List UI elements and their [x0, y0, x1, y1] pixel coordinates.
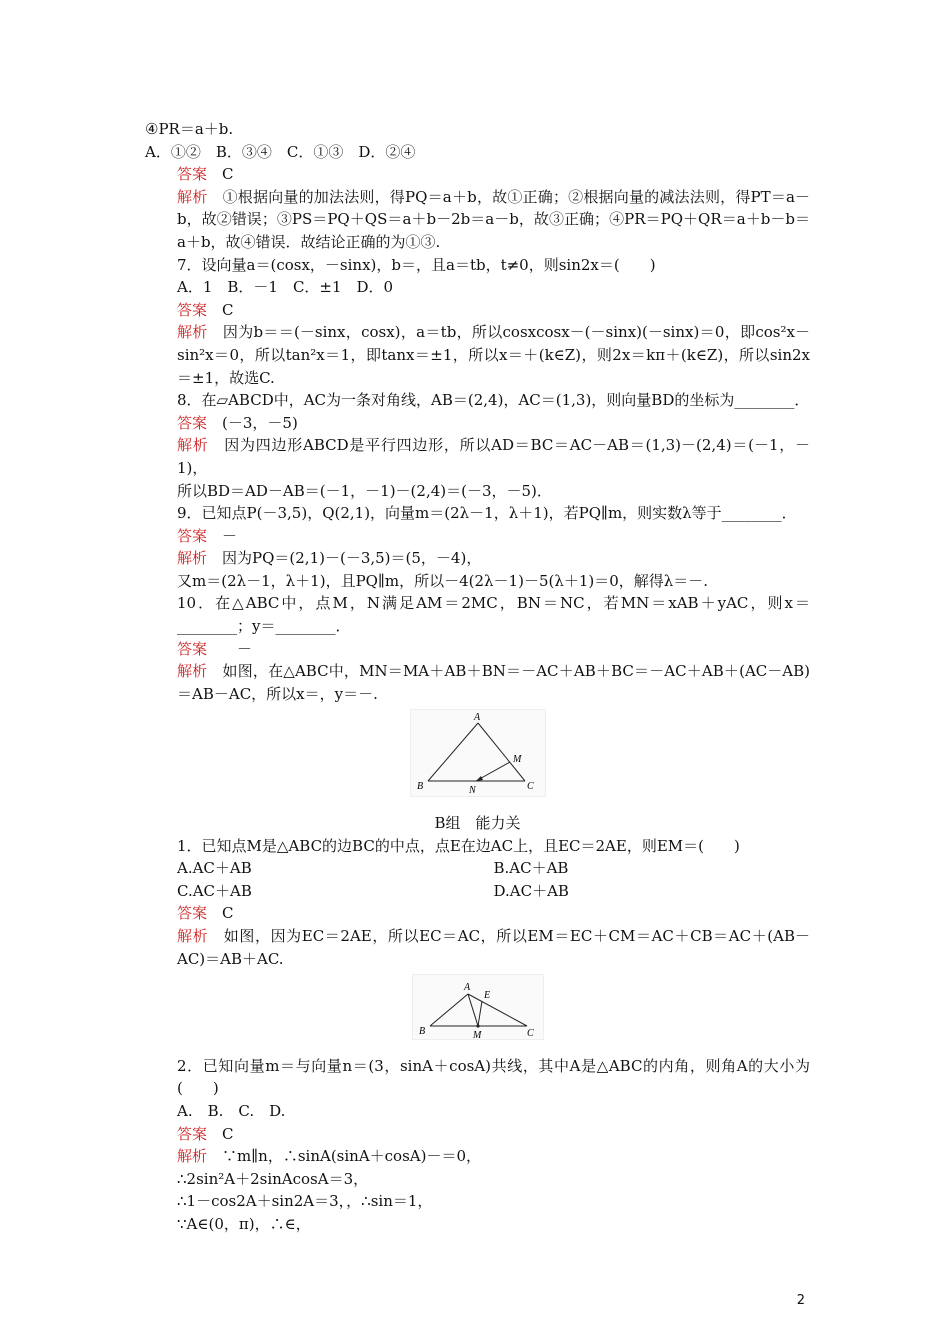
label-b: B — [416, 781, 423, 793]
q8-question: 8．在▱ABCD中，AC为一条对角线，AB＝(2,4)，AC＝(1,3)，则向量BD的坐标为________． — [177, 391, 810, 410]
answer-label: 答案 — [177, 300, 208, 319]
option-a: A.AC＋AB — [177, 859, 252, 878]
option-d: D.AC＋AB — [493, 881, 569, 900]
analysis-text: 因为四边形ABCD是平行四边形，所以AD＝BC＝AC－AB＝(1,3)－(2,4)＝(－1，－1)， — [177, 436, 810, 477]
analysis-label: 解析 — [177, 323, 208, 342]
q8-answer — [145, 412, 810, 435]
page-content — [145, 118, 810, 1236]
triangle-diagram — [410, 709, 546, 797]
analysis-label: 解析 — [177, 662, 208, 681]
answer-value: － — [207, 526, 238, 545]
b2-step-1: ∴2sin²A＋2sinAcosA＝3， — [177, 1169, 369, 1188]
analysis-label: 解析 — [177, 436, 209, 455]
label-m: M — [512, 754, 521, 766]
b2-step-2: ∴1－cos2A＋sin2A＝3，，∴sin＝1， — [177, 1192, 433, 1211]
analysis-text: ∵m∥n，∴sinA(sinA＋cosA)－＝0， — [207, 1147, 482, 1166]
answer-label: 答案 — [177, 904, 208, 923]
q7-question: 7．设向量a＝(cosx，－sinx)，b＝，且a＝tb，t≠0，则sin2x＝( ) — [177, 255, 656, 274]
analysis-label: 解析 — [177, 187, 208, 206]
answer-value: (－3，－5) — [207, 413, 298, 432]
figure-triangle-em — [145, 974, 810, 1047]
analysis-text: 如图，因为EC＝2AE，所以EC＝AC，所以EM＝EC＋CM＝AC＋CB＝AC＋(AB－AC)＝AB＋AC. — [177, 927, 810, 968]
b2-question: 2．已知向量m＝与向量n＝(3，sinA＋cosA)共线，其中A是△ABC的内角，则角A的大小为( ) — [177, 1056, 810, 1098]
q10-analysis — [145, 660, 810, 705]
label-e: E — [483, 990, 490, 1002]
answer-value: C — [207, 300, 234, 319]
answer-label: 答案 — [177, 526, 208, 545]
label-a: A — [473, 712, 480, 724]
q6-option-4: ④PR＝a＋b. — [145, 120, 234, 138]
analysis-text: ①根据向量的加法法则，得PQ＝a＋b，故①正确；②根据向量的减法法则，得PT＝a－b，故②错误；③PS＝PQ＋QS＝a＋b－2b＝a－b，故③正确；④PR＝PQ＋QR＝a＋b－b＝a＋b，故④错误．故结论正确的为①③. — [177, 187, 810, 251]
q9-answer — [145, 525, 810, 548]
page-number: 2 — [796, 1293, 805, 1308]
b2-step-3: ∵A∈(0，π)，∴∈， — [177, 1214, 311, 1233]
q7-answer — [145, 299, 810, 322]
point-m — [476, 1025, 479, 1028]
q9-question: 9．已知点P(－3,5)，Q(2,1)，向量m＝(2λ－1，λ＋1)，若PQ∥m，则实数λ等于________． — [177, 504, 797, 523]
analysis-text: 如图，在△ABC中，MN＝MA＋AB＋BN＝－AC＋AB＋BC＝－AC＋AB＋(AC－AB)＝AB－AC，所以x＝，y＝－. — [177, 662, 810, 703]
analysis-text: 因为b＝＝(－sinx，cosx)，a＝tb，所以cosxcosx－(－sinx)(－sinx)＝0，即cos²x－sin²x＝0，所以tan²x＝1，即tanx＝±1，所以x＝＋(k∈Z)，则2x＝kπ＋(k∈Z)，所以sin2x＝±1，故选C. — [177, 323, 810, 387]
q7-choices: A．1 B．－1 C．±1 D．0 — [177, 278, 394, 297]
answer-value: C — [207, 904, 234, 923]
q7-analysis — [145, 321, 810, 389]
q6-analysis — [145, 186, 810, 254]
b2-answer — [145, 1123, 810, 1146]
option-c: C.AC＋AB — [177, 881, 252, 900]
answer-value: C — [207, 165, 234, 184]
q10-question: 10．在△ABC中，点M，N满足AM＝2MC，BN＝NC，若MN＝xAB＋yAC，则x＝________；y＝________． — [177, 594, 810, 636]
label-m: M — [472, 1030, 481, 1041]
answer-label: 答案 — [177, 165, 208, 184]
analysis-label: 解析 — [177, 1147, 208, 1166]
label-c: C — [526, 781, 534, 793]
b1-answer — [145, 902, 810, 925]
q8-analysis-continued: 所以BD＝AD－AB＝(－1，－1)－(2,4)＝(－3，－5)． — [177, 481, 552, 500]
b1-analysis — [145, 925, 810, 970]
answer-label: 答案 — [177, 639, 208, 658]
answer-value: C — [207, 1124, 234, 1143]
answer-label: 答案 — [177, 1124, 208, 1143]
b1-question: 1．已知点M是△ABC的边BC的中点，点E在边AC上，且EC＝2AE，则EM＝( ) — [177, 836, 740, 855]
analysis-text: 因为PQ＝(2,1)－(－3,5)＝(5，－4)， — [207, 549, 482, 568]
label-a: A — [463, 982, 470, 994]
analysis-label: 解析 — [177, 927, 209, 945]
triangle-diagram — [412, 974, 544, 1040]
q6-answer — [145, 163, 810, 186]
section-b-title: B组 能力关 — [434, 814, 521, 833]
label-c: C — [526, 1028, 534, 1040]
analysis-label: 解析 — [177, 549, 208, 568]
b1-options-row-1 — [145, 857, 810, 880]
b1-options-row-2 — [145, 880, 810, 903]
q9-analysis-continued: 又m＝(2λ－1，λ＋1)，且PQ∥m，所以－4(2λ－1)－5(λ＋1)＝0，解得λ＝－. — [177, 571, 709, 590]
b2-choices: A. B. C. D. — [177, 1101, 286, 1120]
q9-analysis — [145, 547, 810, 570]
b2-analysis — [145, 1145, 810, 1168]
option-b: B.AC＋AB — [493, 859, 569, 878]
answer-label: 答案 — [177, 413, 208, 432]
label-n: N — [468, 785, 476, 797]
q10-answer — [145, 638, 810, 661]
q6-choices: A．①② B．③④ C．①③ D．②④ — [145, 142, 416, 161]
figure-triangle-mn — [145, 709, 810, 804]
q8-analysis — [145, 434, 810, 479]
label-b: B — [418, 1026, 425, 1038]
answer-value: － — [207, 639, 253, 658]
